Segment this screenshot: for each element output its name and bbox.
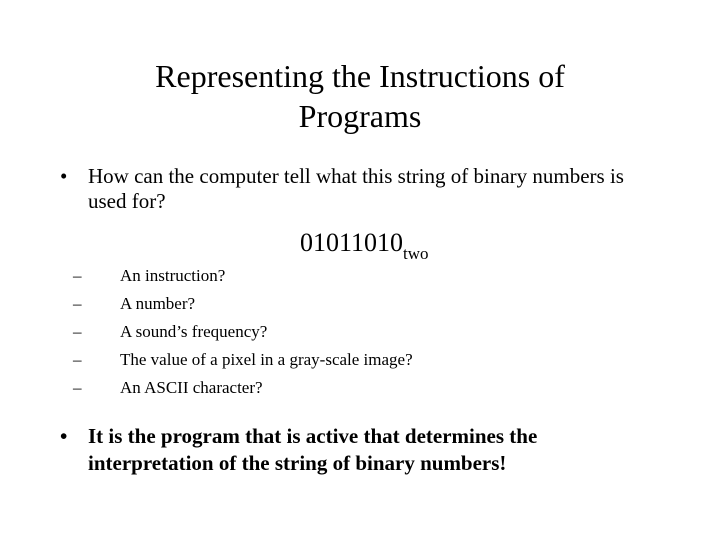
bullet-marker: • (60, 164, 68, 188)
sub-bullet-list (73, 262, 633, 402)
title-line-2: Programs (298, 98, 422, 134)
sub-bullet-item (73, 262, 633, 290)
sub-bullet-text: A number? (120, 294, 196, 313)
bullet-question-text: How can the computer tell what this string of binary numbers is used for? (88, 164, 624, 213)
sub-bullet-item (73, 346, 633, 374)
bullet-question (60, 164, 660, 214)
sub-bullet-item (73, 290, 633, 318)
bullet-marker: • (60, 424, 68, 448)
sub-bullet-text: An instruction? (120, 266, 226, 285)
binary-number (300, 228, 429, 261)
sub-bullet-text: The value of a pixel in a gray-scale image? (120, 350, 413, 369)
sub-bullet-text: An ASCII character? (120, 378, 263, 397)
binary-value: 01011010 (300, 228, 404, 257)
dash-marker: – (73, 266, 82, 285)
sub-bullet-text: A sound’s frequency? (120, 322, 268, 341)
title-line-1: Representing the Instructions of (155, 58, 565, 94)
sub-bullet-item (73, 374, 633, 402)
dash-marker: – (73, 378, 82, 397)
dash-marker: – (73, 294, 82, 313)
dash-marker: – (73, 350, 82, 369)
bullet-conclusion (60, 423, 660, 477)
binary-subscript: two (403, 244, 429, 263)
slide-title (100, 56, 620, 136)
sub-bullet-item (73, 318, 633, 346)
bullet-conclusion-text: It is the program that is active that determines the interpretation of the string of binary numbers! (88, 424, 538, 475)
dash-marker: – (73, 322, 82, 341)
